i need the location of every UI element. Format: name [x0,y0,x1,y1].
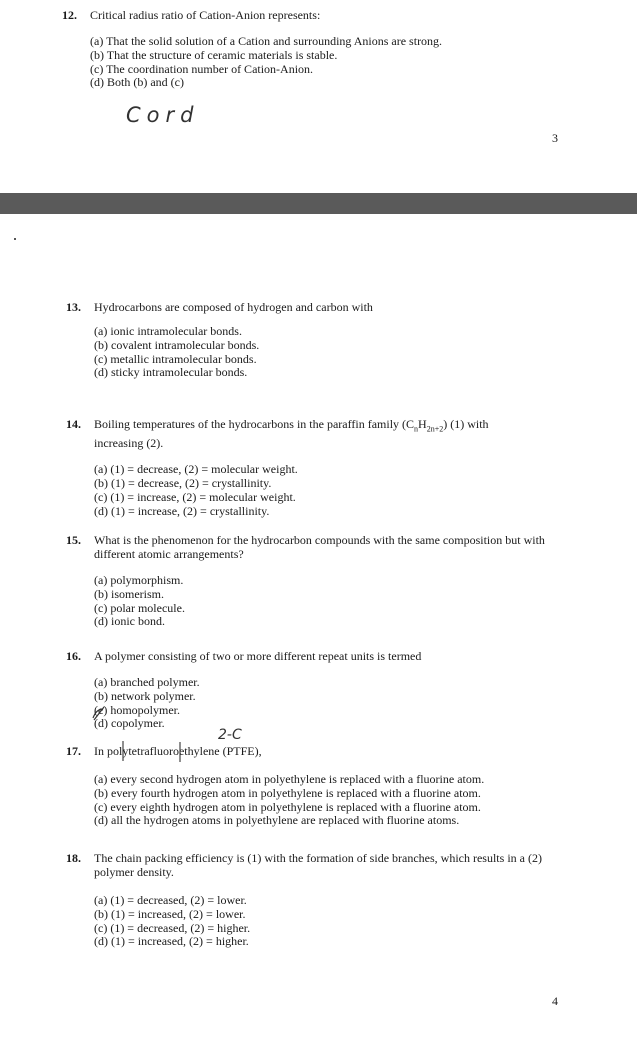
question-number: 14. [66,417,81,431]
page-number: 3 [552,131,558,145]
question-number: 16. [66,649,81,663]
option-a: (a) (1) = decrease, (2) = molecular weight. [94,462,298,477]
handwritten-answer-note: 2-C [218,727,242,743]
option-list [94,463,536,518]
option-d: (d) copolymer. [94,716,165,731]
handwritten-strike-mark [91,704,107,722]
question-18 [66,851,566,949]
option-c: (c) (1) = increase, (2) = molecular weight. [94,489,296,504]
question-number: 13. [66,300,81,314]
question-stem: The chain packing efficiency is (1) with the formation of side branches, which results in a (2) polymer density. [94,851,542,879]
question-number: 12. [62,8,77,22]
option-list [94,574,566,629]
option-b: (b) covalent intramolecular bonds. [94,337,260,352]
handwritten-mark [120,740,126,762]
question-stem [94,417,536,450]
option-d: (d) (1) = increase, (2) = crystallinity. [94,503,270,518]
option-list [90,35,602,90]
page-separator [0,193,637,214]
option-b: (b) That the structure of ceramic materials is stable. [90,47,338,62]
stem-text: ) (1) with increasing (2). [94,417,489,451]
question-number: 15. [66,533,81,547]
stem-subscript: n [414,424,419,434]
option-a: (a) That the solid solution of a Cation and surrounding Anions are strong. [90,34,443,48]
handwritten-mark [177,741,183,763]
option-list [94,894,566,949]
question-number: 17. [66,744,81,758]
question-stem: Hydrocarbons are composed of hydrogen and carbon with [94,300,373,314]
option-b: (b) (1) = increased, (2) = lower. [94,906,246,921]
option-b: (b) isomerism. [94,586,164,601]
option-d: (d) (1) = increased, (2) = higher. [94,934,249,949]
question-stem: What is the phenomenon for the hydrocarbon compounds with the same composition but with different atomic arrangements? [94,533,545,561]
stem-subscript: 2n+2 [426,424,444,434]
option-b: (b) every fourth hydrogen atom in polyethylene is replaced with a fluorine atom. [94,785,481,800]
option-list [94,325,606,380]
option-a: (a) (1) = decreased, (2) = lower. [94,893,247,907]
option-b: (b) (1) = decrease, (2) = crystallinity. [94,476,272,491]
question-15 [66,533,566,629]
option-list [94,676,606,731]
option-d: (d) Both (b) and (c) [90,75,184,90]
option-c: (c) (1) = decreased, (2) = higher. [94,920,251,935]
option-a: (a) every second hydrogen atom in polyethylene is replaced with a fluorine atom. [94,772,485,786]
option-a: (a) branched polymer. [94,675,200,689]
question-13 [66,300,606,380]
option-d: (d) ionic bond. [94,614,165,629]
question-stem: In polytetrafluoroethylene (PTFE), [94,744,262,758]
stem-text: H [418,417,427,431]
question-number: 18. [66,851,81,865]
option-a: (a) ionic intramolecular bonds. [94,324,242,338]
question-17 [66,744,606,828]
option-c: (c) every eighth hydrogen atom in polyethylene is replaced with a fluorine atom. [94,799,481,814]
option-b: (b) network polymer. [94,688,196,703]
stray-mark [14,238,16,240]
option-c: (c) homopolymer. [94,702,180,717]
option-a: (a) polymorphism. [94,573,184,587]
option-d: (d) sticky intramolecular bonds. [94,365,248,380]
option-c: (c) polar molecule. [94,600,185,615]
option-c: (c) metallic intramolecular bonds. [94,351,257,366]
question-stem: Critical radius ratio of Cation-Anion represents: [90,8,321,22]
option-list [94,773,606,828]
option-d: (d) all the hydrogen atoms in polyethylene are replaced with fluorine atoms. [94,813,460,828]
handwritten-answer-note: Cord [126,103,200,127]
question-12 [62,8,602,90]
question-stem: A polymer consisting of two or more different repeat units is termed [94,649,422,663]
question-16 [66,649,606,731]
question-14 [66,417,536,519]
stem-text: Boiling temperatures of the hydrocarbons in the paraffin family (C [94,417,415,431]
page-number: 4 [552,994,558,1008]
option-c: (c) The coordination number of Cation-Anion. [90,61,314,76]
